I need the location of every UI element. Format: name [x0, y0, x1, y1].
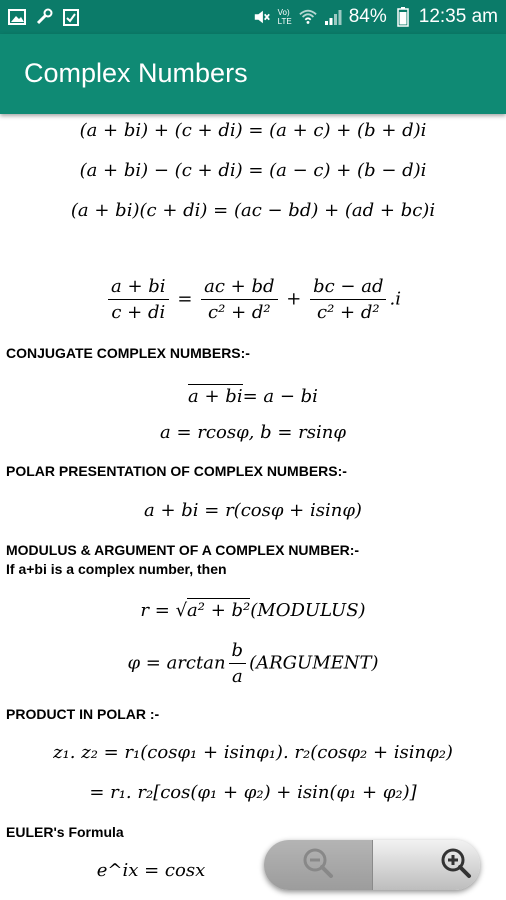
product-formula-line2: = r₁. r₂[cos(φ₁ + φ₂) + isin(φ₁ + φ₂)]: [89, 782, 417, 803]
tools-icon: [35, 8, 53, 26]
division-lhs-denominator: c + di: [111, 302, 166, 323]
volte-indicator: [278, 8, 292, 26]
argument-formula: [0, 640, 506, 687]
division-right-denominator: c² + d²: [317, 302, 380, 323]
division-right-fraction: [310, 276, 386, 323]
zoom-out-icon: [301, 846, 335, 885]
argument-lhs: φ = arctan: [127, 652, 226, 674]
argument-tag: (ARGUMENT): [249, 652, 379, 674]
modulus-lhs: r =: [140, 600, 176, 621]
zoom-out-button[interactable]: [264, 840, 372, 890]
product-heading: PRODUCT IN POLAR :-: [6, 706, 160, 722]
plus-sign: +: [286, 288, 302, 310]
subtraction-formula: (a + bi) − (c + di) = (a − c) + (b − d)i: [79, 160, 427, 181]
division-right-numerator: bc − ad: [310, 276, 386, 300]
division-formula: [0, 276, 506, 323]
checklist-icon: [62, 8, 80, 26]
euler-heading: EULER's Formula: [6, 824, 124, 840]
modulus-formula: [0, 600, 506, 621]
division-mid-fraction: [201, 276, 277, 323]
addition-formula: (a + bi) + (c + di) = (a + c) + (b + d)i: [79, 120, 427, 141]
lte-label: LTE: [277, 17, 292, 26]
argument-denominator: a: [231, 666, 243, 687]
product-formula-line1: z₁. z₂ = r₁(cosφ₁ + isinφ₁). r₂(cosφ₂ + isinφ₂): [53, 742, 453, 763]
zoom-in-icon: [439, 846, 473, 885]
division-mid-denominator: c² + d²: [208, 302, 271, 323]
division-tail: .i: [389, 288, 401, 310]
polar-heading: POLAR PRESENTATION OF COMPLEX NUMBERS:-: [6, 463, 347, 479]
conjugate-overline-term: a + bi: [188, 386, 243, 407]
zoom-in-button[interactable]: [372, 840, 480, 890]
division-mid-numerator: ac + bd: [201, 276, 277, 300]
app-bar: [0, 34, 506, 114]
mute-icon: [253, 8, 271, 26]
multiplication-formula: (a + bi)(c + di) = (ac − bd) + (ad + bc)i: [70, 200, 436, 221]
sqrt-symbol: √: [175, 600, 188, 621]
argument-numerator: b: [229, 640, 247, 664]
conjugate-formula: [0, 386, 506, 407]
status-right: [253, 6, 498, 28]
division-lhs-numerator: a + bi: [108, 276, 169, 300]
argument-fraction: [229, 640, 247, 687]
polar-formula: a + bi = r(cosφ + isinφ): [144, 500, 362, 521]
image-icon: [8, 8, 26, 26]
zoom-controls: [264, 840, 480, 890]
clock: 12:35 am: [418, 6, 498, 27]
modulus-subheading: If a+bi is a complex number, then: [6, 561, 227, 577]
wifi-icon: [299, 8, 317, 26]
volte-label: Vo): [277, 8, 290, 17]
division-lhs-fraction: [108, 276, 169, 323]
signal-icon: [324, 8, 342, 26]
conjugate-heading: CONJUGATE COMPLEX NUMBERS:-: [6, 345, 250, 361]
modulus-radicand: a² + b²: [187, 600, 251, 621]
battery-percent: 84%: [348, 6, 387, 27]
battery-icon: [394, 8, 412, 26]
modulus-heading: MODULUS & ARGUMENT OF A COMPLEX NUMBER:-: [6, 542, 360, 558]
app-title: Complex Numbers: [24, 58, 248, 88]
formula-content[interactable]: [0, 114, 506, 900]
modulus-tag: (MODULUS): [250, 600, 366, 621]
euler-formula: e^ix = cosx: [96, 860, 206, 881]
conjugate-polar-formula: a = rcosφ, b = rsinφ: [160, 422, 346, 443]
conjugate-rhs: = a − bi: [242, 386, 318, 407]
equals-sign: =: [177, 288, 193, 310]
status-left-icons: [8, 8, 80, 26]
status-bar: [0, 0, 506, 34]
